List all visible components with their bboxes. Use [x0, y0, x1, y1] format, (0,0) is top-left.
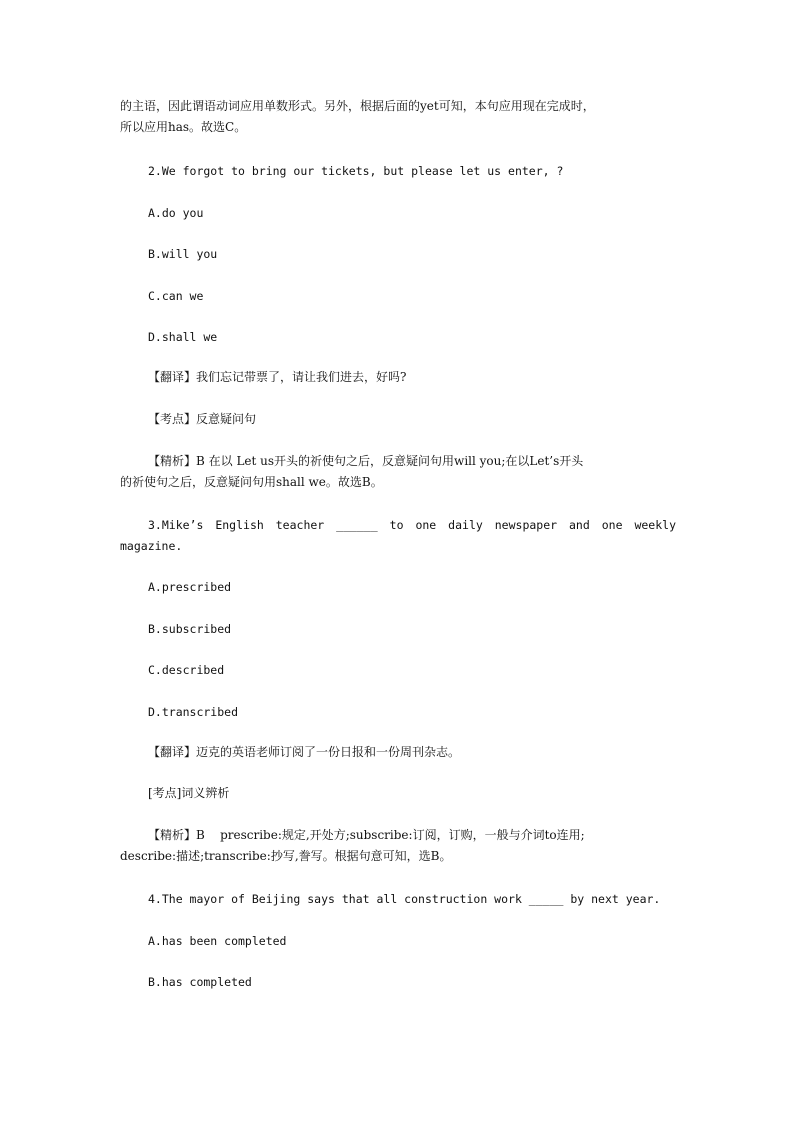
- question-2-analysis: 【精析】B 在以 Let us开头的祈使句之后，反意疑问句用will you;在以Let’s开头: [148, 454, 584, 468]
- question-4-stem: 4.The mayor of Beijing says that all construction work _____ by next year.: [148, 892, 661, 906]
- question-3-translation: 【翻译】迈克的英语老师订阅了一份日报和一份周刊杂志。: [148, 745, 461, 759]
- question-4-option-b: B.has completed: [148, 975, 252, 989]
- question-3-point: [考点]词义辨析: [148, 786, 230, 800]
- question-2-option-d: D.shall we: [148, 330, 218, 344]
- paragraph-line: 的主语，因此谓语动词应用单数形式。另外，根据后面的yet可知，本句应用现在完成时，: [120, 99, 595, 113]
- question-2-analysis-cont: 的祈使句之后，反意疑问句用shall we。故选B。: [120, 475, 383, 489]
- paragraph-line: 所以应用has。故选C。: [120, 120, 247, 134]
- question-2-stem: 2.We forgot to bring our tickets, but please let us enter, ?: [148, 164, 564, 178]
- question-3-stem-cont: magazine.: [120, 539, 183, 553]
- question-2-option-a: A.do you: [148, 206, 204, 220]
- question-2-option-b: B.will you: [148, 247, 218, 261]
- question-2-option-c: C.can we: [148, 289, 204, 303]
- question-3-analysis-cont: describe:描述;transcribe:抄写,誊写。根据句意可知，选B。: [120, 849, 452, 863]
- question-3-option-b: B.subscribed: [148, 622, 232, 636]
- question-3-option-a: A.prescribed: [148, 580, 232, 594]
- question-2-point: 【考点】反意疑问句: [148, 412, 257, 426]
- question-3-option-d: D.transcribed: [148, 705, 239, 719]
- question-3-stem: 3.Mike’s English teacher ______ to one daily newspaper and one weekly: [148, 518, 676, 532]
- question-4-option-a: A.has been completed: [148, 934, 287, 948]
- question-3-analysis: 【精析】B prescribe:规定,开处方;subscribe:订阅，订购，一般与介词to连用;: [148, 828, 585, 842]
- question-2-translation: 【翻译】我们忘记带票了，请让我们进去，好吗?: [148, 370, 407, 384]
- question-3-option-c: C.described: [148, 663, 225, 677]
